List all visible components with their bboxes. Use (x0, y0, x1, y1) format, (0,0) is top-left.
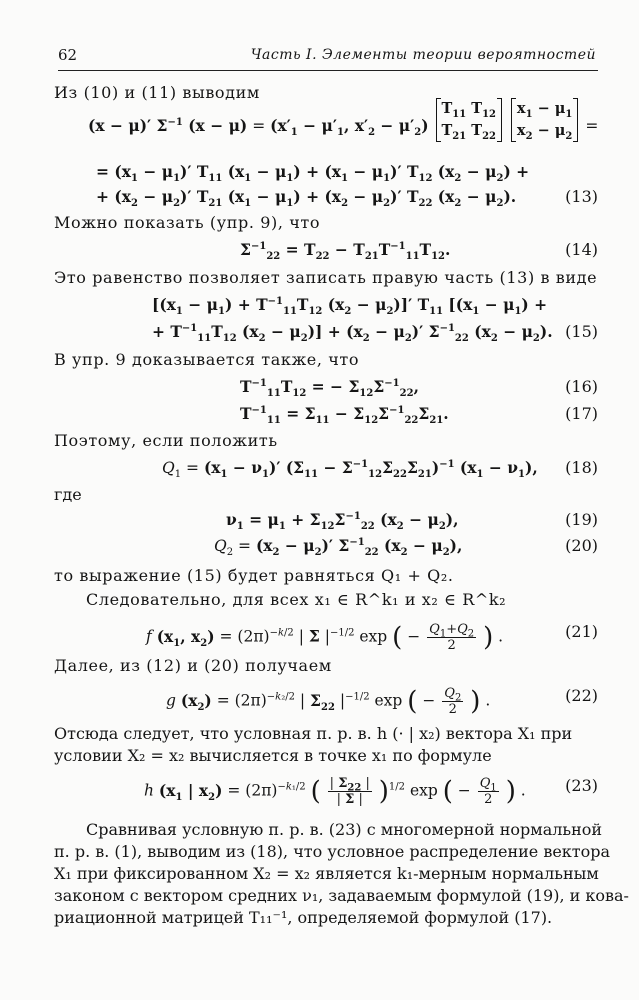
equation-13-line-1: (x − μ)′ $\Sigma^{-1}$ $(x - \mu) = (x'_1 - \mu'_1$, $x'_2 - \mu'_2$) $T_{11}$ $T_{12}$ $T_{21}$ $T_{22}$ $x_1 - \mu_1$ $x_2 - \mu_2$ = (88, 100, 599, 142)
equation-number-19: (19) (565, 510, 598, 529)
paragraph-hence-line-1: Отсюда следует, что условная п. р. в. h (· | x₂) вектора X₁ при (54, 724, 573, 743)
equation-number-13: (13) (565, 187, 598, 206)
page-number: 62 (58, 46, 78, 64)
equation-16: $T^{-1}_{11}T_{12}$ = − $\Sigma_{12}\Sigma^{-1}_{22}$, (240, 377, 419, 400)
paragraph-conclusion-line-5: риационной матрицей T₁₁⁻¹, определяемой формулой (17). (54, 908, 553, 927)
equation-15-line-1: [$(x_1 - \mu_1) + T^{-1}_{11}T_{12}$ $(x_2 - \mu_2)]'$ $T_{11}$ [$(x_1 - \mu_1)$ + (152, 295, 548, 318)
equation-13-line-2: = $(x_1 - \mu_1)'$ $T_{11}$ $(x_1 - \mu_1) + (x_1 - \mu_1)'$ $T_{12}$ $(x_2 - \mu_2)$ + (96, 162, 530, 185)
equation-number-22: (22) (565, 686, 598, 705)
equation-18: $Q_1 = (x_1 - \nu_1)'$ $(\Sigma_{11} - \Sigma^{-1}_{12}\Sigma_{22}\Sigma_{21})^{-1}$ $(x_1 - \nu_1)$, (162, 458, 538, 481)
paragraph-intro: Из (10) и (11) выводим (54, 83, 260, 102)
equation-number-21: (21) (565, 622, 598, 641)
paragraph-conclusion-line-4: законом с вектором средних ν₁, задаваемым формулой (19), и кова- (54, 886, 629, 905)
paragraph-consequently: Следовательно, для всех x₁ ∈ R^k₁ и x₂ ∈ R^k₂ (86, 590, 507, 609)
running-title: Часть I. Элементы теории вероятностей (250, 47, 596, 63)
equation-number-18: (18) (565, 458, 598, 477)
equation-number-20: (20) (565, 536, 598, 555)
equation-14: $\Sigma^{-1}_{22} = T_{22} - T_{21}T^{-1}_{11}T_{12}$. (240, 240, 451, 263)
paragraph-hence-line-2: условии X₂ = x₂ вычисляется в точке x₁ по формуле (54, 746, 492, 765)
equation-23: h ($x_1$ | $x_2) = (2\pi)^{-k_1/2}$ ( $\frac{| \Sigma_{22} |}{| \Sigma |}$ )$^{1/2}$ exp ( − $\frac{Q_1}{2}$ ) . (144, 776, 526, 807)
paragraph-conclusion-line-1: Сравнивая условную п. р. в. (23) с многомерной нормальной (86, 820, 603, 839)
equation-number-17: (17) (565, 404, 598, 423)
equation-13-line-3: + $(x_2 - \mu_2)'$ $T_{21}$ $(x_1 - \mu_1) + (x_2 - \mu_2)'$ $T_{22}$ $(x_2 - \mu_2)$. (96, 187, 517, 210)
equation-17: $T^{-1}_{11} = \Sigma_{11} - \Sigma_{12}\Sigma^{-1}_{22}\Sigma_{21}$. (240, 404, 449, 427)
paragraph-conclusion-line-3: X₁ при фиксированном X₂ = x₂ является k₁-мерным нормальным (54, 864, 599, 883)
equation-19: $\nu_1 = \mu_1 + \Sigma_{12}\Sigma^{-1}_{22}$ $(x_2 - \mu_2)$, (226, 510, 459, 533)
equation-21: f ($x_1$, $x_2) = (2\pi)^{-k/2}$ | Σ $|^{-1/2}$ exp ( − $\frac{Q_1+Q_2}{2}$ ) . (146, 622, 504, 653)
paragraph-sum: то выражение (15) будет равняться Q₁ + Q₂. (54, 566, 454, 585)
equation-22: g $(x_2) = (2\pi)^{-k_2/2}$ | $\Sigma_{22}$ $|^{-1/2}$ exp ( − $\frac{Q_2}{2}$ ) . (166, 686, 491, 717)
paragraph-therefore: Поэтому, если положить (54, 431, 278, 450)
equation-number-16: (16) (565, 377, 598, 396)
paragraph-conclusion-line-2: п. р. в. (1), выводим из (18), что условное распределение вектора (54, 842, 611, 861)
paragraph-rewrite: Это равенство позволяет записать правую часть (13) в виде (54, 268, 598, 287)
page-header (58, 44, 598, 71)
equation-15-line-2: + $T^{-1}_{11}T_{12}$ $(x_2 - \mu_2)] + (x_2 - \mu_2)'$ $\Sigma^{-1}_{22}$ $(x_2 - \mu_2)$. (152, 322, 553, 345)
paragraph-show: Можно показать (упр. 9), что (54, 213, 321, 232)
paragraph-also: В упр. 9 доказывается также, что (54, 350, 360, 369)
equation-number-23: (23) (565, 776, 598, 795)
equation-20: $Q_2 = (x_2 - \mu_2)'$ $\Sigma^{-1}_{22}$ $(x_2 - \mu_2)$, (214, 536, 463, 559)
paragraph-further: Далее, из (12) и (20) получаем (54, 656, 332, 675)
equation-number-15: (15) (565, 322, 598, 341)
paragraph-where: где (54, 485, 82, 504)
equation-number-14: (14) (565, 240, 598, 259)
